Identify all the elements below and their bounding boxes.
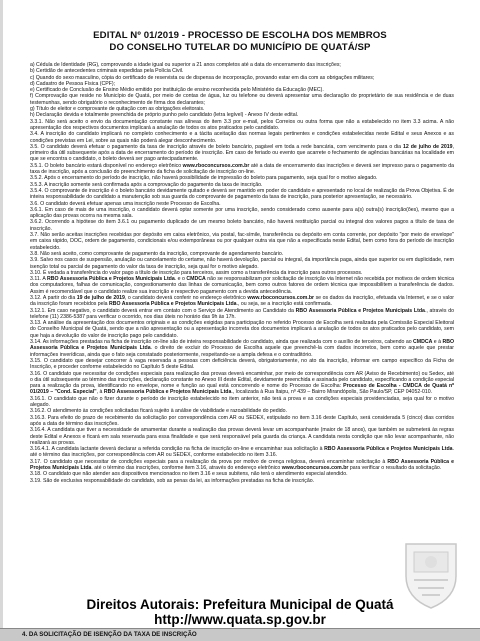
section-heading-bar [0,628,480,641]
edital-paragraph: 3.12. A partir do dia 19 de julho de 2019, o candidato deverá conferir no endereço eletrônico www.rboconcursos.com.br se os dados da inscrição, efetuada via Internet, e se o valor da inscrição foram recebidos pela RBO Assessoria Pública e Projetos Municipais Ltda., ou seja, se a inscrição está confirmada. [30,294,454,308]
edital-paragraph: 3.18. O candidato que não atender aos dispositivos mencionados no item 3.16 e seus subitens, não terá o atendimento especial atendido. [30,471,348,478]
edital-paragraph: b) Certidão de antecedentes criminais expedidas pela Polícia Civil. [30,68,184,75]
watermark-line-1: Direitos Autorais: Prefeitura Municipal de Quatá [86,597,394,612]
title-line-2: DO CONSELHO TUTELAR DO MUNICÍPIO DE QUATÁ/SP [109,41,371,53]
edital-paragraph: 3.14. As informações prestadas na ficha de inscrição on-line são de inteira responsabilidade do candidato, ainda que realizada com o auxílio de terceiros, cabendo ao CMDCA e à RBO Assessoria Pública e Projetos Municipais Ltda. o direito de excluir do Processo de Escolha aquele que preenchê-la com dados incorretos, bem como aquele que prestar informações inverídicas, ainda que o fato seja constatado posteriormente, respeitando-se a ampla defesa e o contraditório. [30,339,454,358]
edital-paragraph: 3.5.1. O boleto bancário estará disponível no endereço eletrônico www.rboconcursos.com.br até a data de encerramento das inscrições e deverá ser impresso para o pagamento da taxa de inscrição, após a conclusão do preenchimento da ficha de solicitação de inscrição on-line. [30,162,454,176]
edital-paragraph: a) Cédula de Identidade (RG), comprovando a idade igual ou superior a 21 anos completos até a data do encerramento das inscrições; [30,62,341,68]
edital-paragraph: f) Comprovação que reside no Município de Quatá, por meio de contas de água, luz ou telefone ou deverá apresentar uma declaração do proprietário de sua residência e de duas testemunhas, sendo obrigatório o reconhecimento de firma dos declarantes; [30,93,454,106]
edital-paragraph: c) Quando do sexo masculino, cópia do certificado de reservista ou de dispensa de incorporação, provando estar em dia com as obrigações militares; [30,74,375,81]
edital-paragraph: 3.16.3. Para efeito do prazo de recebimento da solicitação por correspondência com AR ou SEDEX, estipulado no item 3.16 deste Capítulo, será considerada 5 (cinco) dias corridos após a data de término das inscrições. [30,414,454,427]
edital-paragraph: 3.7. Não serão aceitas inscrições recebidas por depósito em caixa eletrônico, via postal, fac-símile, transferência ou depósito em conta corrente, por depósito "por meio de envelope" em caixa rápido, DOC, ordem de pagamento, condicionais e/ou extemporâneas ou por qualquer outra via que não a especificada neste Edital, bem como fora do período de inscrição estabelecido. [30,232,454,251]
edital-paragraph: 3.16.4.1. A candidata lactante deverá declarar a referida condição na ficha de inscrição on-line e encaminhar sua solicitação à RBO Assessoria Pública e Projetos Municipais Ltda. até o término das inscrições, por correspondência com AR ou SEDEX, conforme estabelecido no item 3.16. [30,446,454,459]
edital-paragraph: 3.16.1. O candidato que não o fizer durante o período de inscrição estabelecido no item anterior, não terá a prova e as condições especiais providenciadas, seja qual for o motivo alegado. [30,395,454,409]
page-edge [0,0,3,640]
edital-paragraph: 3.5.3. A inscrição somente será confirmada após a comprovação do pagamento da taxa de inscrição. [30,181,263,188]
edital-paragraph: 3.12.1. Em caso negativo, o candidato deverá entrar em contato com o Serviço de Atendimento ao Candidato da RBO Assessoria Pública e Projetos Municipais Ltda., através do telefone (11) 2386-5387 para verificar o ocorrido, nos dias úteis no horário das 9h às 17h. [30,307,454,320]
edital-paragraph: 3.6. O candidato deverá efetuar apenas uma inscrição neste Processo de Escolha. [30,200,221,207]
edital-paragraph: g) Título de eleitor e comprovante de quitação com as obrigações eleitorais. [30,106,205,113]
edital-paragraph: 3.4. A inscrição do candidato implicará no completo conhecimento e a tácita aceitação das normas legais pertinentes e condições estabelecidas neste Edital e seus Anexos e as condições previstas em Lei, sobre as quais não poderá alegar desconhecimento. [30,131,454,144]
edital-paragraph: 3.5. O candidato deverá efetuar o pagamento da taxa de inscrição através de boleto bancário, pagável em toda a rede bancária, com vencimento para o dia 12 de julho de 2019, primeiro dia útil subsequente após a data de encerramento do período de inscrição. Em caso de feriado ou evento que acarrete o fechamento de agências bancárias na localidade em que se encontra o candidato, o boleto deverá ser pago antecipadamente. [30,143,454,163]
edital-paragraph: 3.10. É vedada a transferência do valor pago a título de inscrição para terceiros, assim como a transferência da inscrição para outros processos. [30,269,363,276]
edital-paragraph: 3.3.1. Não será aceito o envio da documentação constante nas alíneas do item 3.3 por e-mail, pelos Correios ou outra forma que não a estabelecido no item 3.3 acima. A não apresentação dos respectivos documentos implicará a anulação de todos os atos praticados pelo candidato. [30,118,454,131]
edital-paragraph: 3.13. A análise da apresentação dos documentos originais e as condições exigidas para participação no referido Processo de Escolha será realizada pela Comissão Especial Eleitoral do Conselho Municipal de Quatá, sendo que a não apresentação ou a apresentação incorreta dos documentos implicará a anulação de todos os atos praticados pelo candidato, sem que haja a devolução do valor de inscrição pago pelo candidato. [30,320,454,339]
section-heading: 4. DA SOLICITAÇÃO DE ISENÇÃO DA TAXA DE INSCRIÇÃO [22,631,197,638]
copyright-watermark [0,597,480,627]
edital-paragraph: e) Certificado de Conclusão de Ensino Médio emitido por instituição de ensino reconhecida pelo Ministério da Educação (MEC). [30,87,324,94]
edital-paragraph: 3.9. Salvo nos casos de suspensão, anulação ou cancelamento do certame, não haverá devolução, parcial ou integral, da importância paga, ainda que superior ou em duplicidade, nem isenção total ou parcial de pagamento do valor da taxa de inscrição, seja qual for o motivo alegado. [30,257,454,270]
edital-paragraph: 3.5.4. O comprovante de inscrição é o boleto bancário devidamente quitado e deverá ser mantido em poder do candidato e apresentado no local de realização da Prova Objetiva. É de inteira responsabilidade do candidato a manutenção sob sua guarda do comprovante de pagamento da taxa de inscrição, para posterior apresentação, se necessário. [30,187,454,201]
edital-paragraph: 3.6.1. Em caso de mais de uma inscrição, o candidato deverá optar somente por uma inscrição, sendo considerado como ausente para a(s) outra(s) inscrição(ões), mesmo que a aplicação das provas ocorra na mesma sala. [30,206,454,220]
edital-paragraph: 3.6.2. Ocorrendo a hipótese do item 3.6.1 ou pagamento duplicado de um mesmo boleto bancário, não haverá restituição parcial ou integral dos valores pagos a título de taxa de inscrição. [30,219,454,232]
edital-paragraph: 3.16.2. O atendimento às condições solicitadas ficará sujeito à análise de viabilidade e razoabilidade do pedido. [30,408,287,415]
title-line-1: EDITAL Nº 01/2019 - PROCESSO DE ESCOLHA DOS MEMBROS [93,30,387,41]
edital-body [30,62,454,618]
edital-paragraph: 3.19. São de exclusiva responsabilidade do candidato, sob as penas da lei, as informações prestadas na ficha de inscrição. [30,477,315,484]
edital-paragraph: 3.11. A RBO Assessoria Pública e Projetos Municipais Ltda. e o CMDCA não se responsabilizam por solicitação de inscrição via Internet não recebida por motivos de ordem técnica dos computadores, falhas de comunicação, congestionamento das linhas de comunicação, bem como outros fatores de ordem técnica que impossibilitem a transferência de dados. Assim é recomendável que o candidato realize sua inscrição e respectivo pagamento com a devida antecedência. [30,276,454,295]
edital-title [0,30,480,53]
edital-paragraph: 3.16. O candidato que necessitar de condições especiais para realização das provas deverá encaminhar, por meio de correspondência com AR (Aviso de Recebimento) ou Sedex, até o dia útil subsequente ao término das inscrições, declaração constante no Anexo III deste Edital, devidamente preenchida e assinada pelo candidato, especificando a condição especial para a realização da prova, identificando no envelope, nome e função ao qual está concorrendo e nome do Processo de Escolha: Processo de Escolha - CMDCA de Quatá nº 01/2019 – "Cond. Especial", à RBO Assessoria Pública e Projetos Municipais Ltda., localizada à Rua Itaipu, nº 439 – Bairro Mirandópolis, São Paulo/SP, CEP 04052-010. [30,370,454,396]
edital-paragraph: 3.8. Não será aceito, como comprovante de pagamento da inscrição, comprovante de agendamento bancário. [30,250,284,257]
edital-paragraph: 3.5.2. Após o encerramento do período de inscrição, não haverá possibilidade de impressão do boleto para pagamento, seja qual for o motivo alegado. [30,175,378,182]
edital-paragraph: h) Declaração devida e totalmente preenchida de próprio punho pelo candidato (letra legível) - Anexo IV deste edital. [30,112,299,119]
edital-paragraph: 3.17. O candidato que necessitar de condições especiais para a realização da prova por motivo de crença religiosa, deverá encaminhar solicitação à RBO Assessoria Pública e Projetos Municipais Ltda. até o término das inscrições, conforme item 3.16, através do endereço eletrônico www.rboconcursos.com.br para verificar o resultado da solicitação. [30,458,454,471]
edital-paragraph: 3.16.4. A candidata que tiver a necessidade de amamentar durante a realização das provas deverá levar um acompanhante (maior de 18 anos), que também se submeterá às regras deste Edital e Anexos e ficará em sala reservada para essa finalidade e que será responsável pela guarda da criança. A candidata nesta condição que não levar acompanhante, não realizará as provas. [30,427,454,446]
watermark-line-2: http://www.quata.sp.gov.br [154,612,326,627]
edital-paragraph: d) Cadastro de Pessoa Física (CPF); [30,80,116,87]
edital-paragraph: 3.15. O candidato que desejar concorrer à vaga reservada a pessoas com deficiência deverá, obrigatoriamente, no ato da inscrição, informar em campo específico da Ficha de Inscrição, e proceder conforme estabelecido no Capítulo 5 deste Edital. [30,357,454,371]
